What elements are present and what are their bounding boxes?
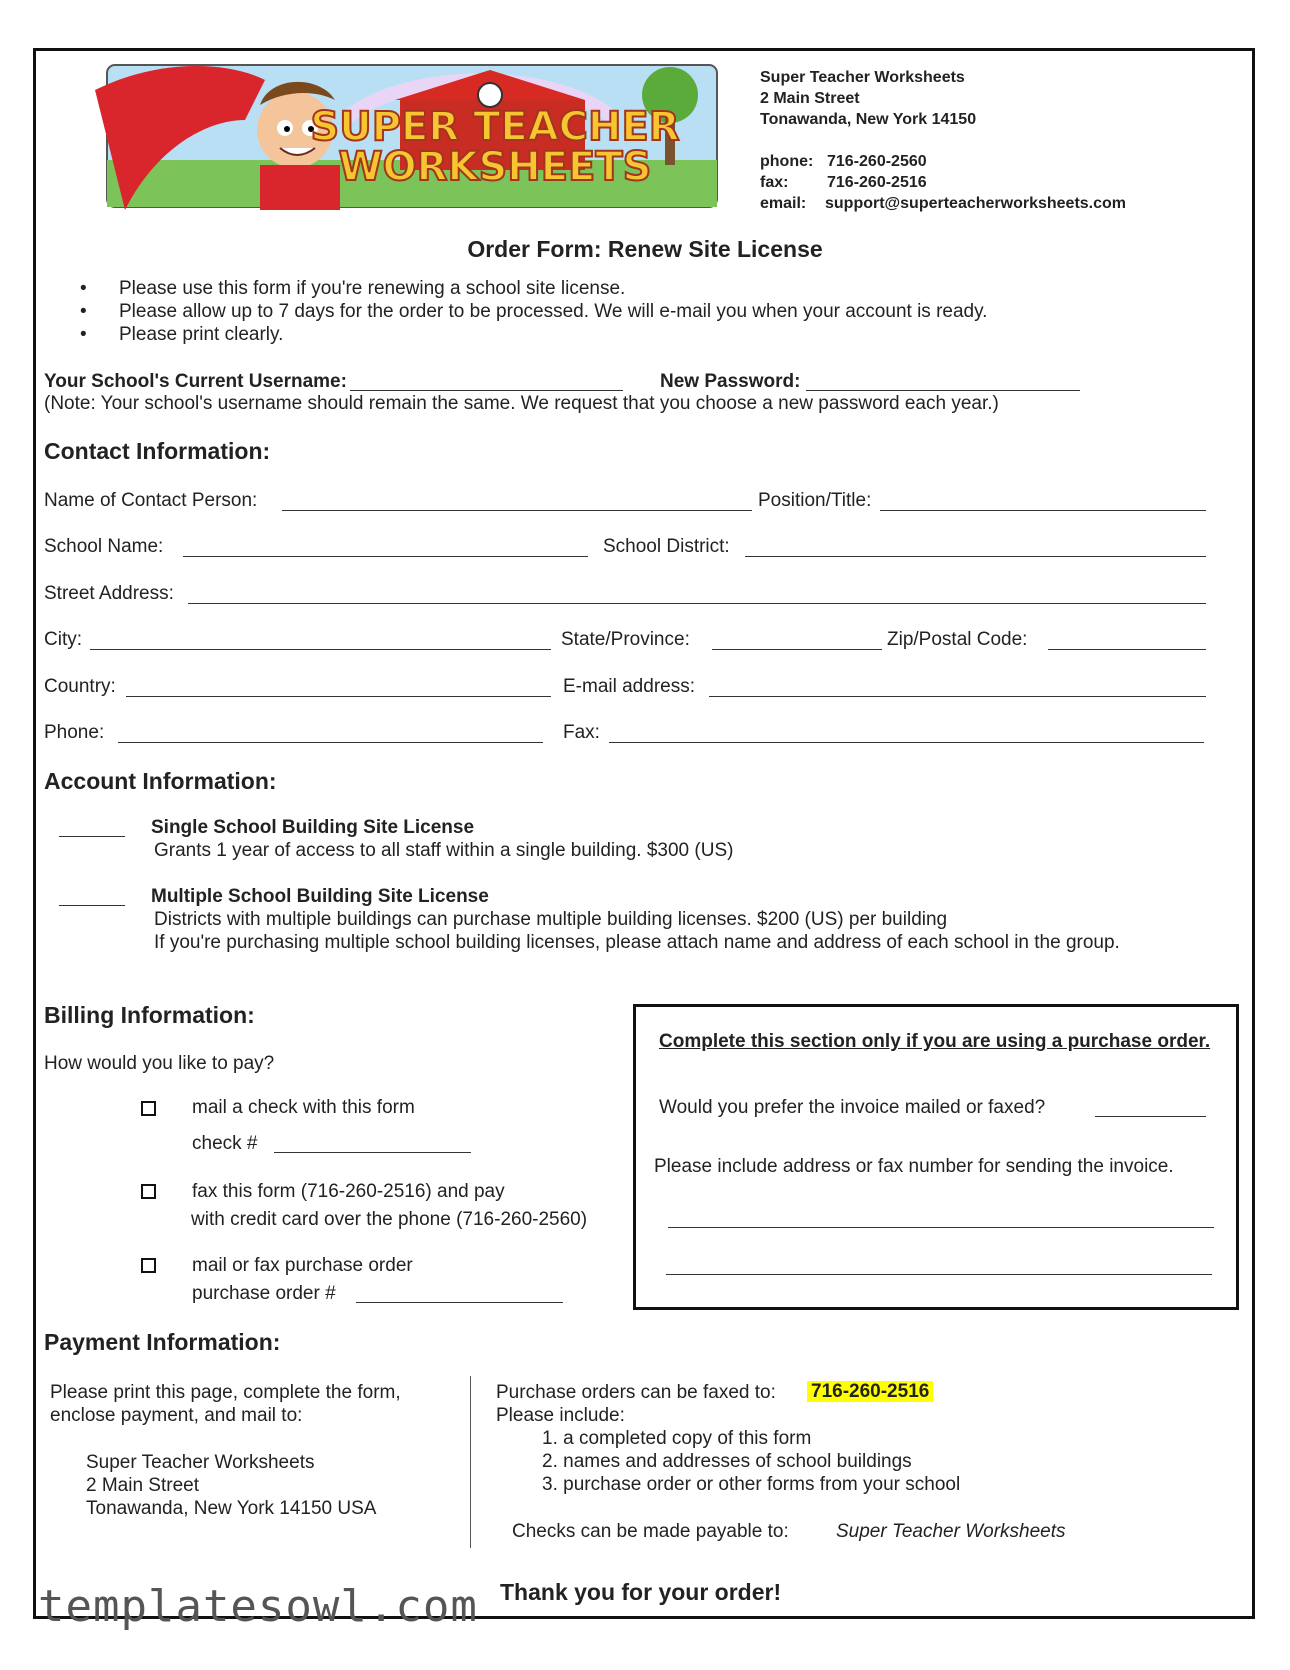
po-box-title: Complete this section only if you are using a purchase order. [659, 1031, 1211, 1052]
single-license-qty-field[interactable] [59, 836, 125, 837]
templatesowl-watermark: templatesowl.com [38, 1581, 478, 1632]
street-address-label: Street Address: [44, 583, 174, 604]
username-field[interactable] [350, 390, 623, 391]
invoice-delivery-field[interactable] [1095, 1116, 1206, 1117]
contact-email-label: E-mail address: [563, 676, 695, 697]
single-license-desc: Grants 1 year of access to all staff within a single building. $300 (US) [154, 840, 734, 861]
bullet-3: Please print clearly. [119, 324, 284, 345]
school-district-label: School District: [603, 536, 730, 557]
company-email: support@superteacherworksheets.com [825, 195, 1127, 212]
contact-email-field[interactable] [709, 696, 1206, 697]
payment-heading: Payment Information: [44, 1329, 281, 1355]
pay-by-po-checkbox[interactable] [141, 1258, 156, 1273]
pay-by-fax-label2: with credit card over the phone (716-260-2560) [191, 1209, 588, 1230]
fax-label: fax: [760, 174, 789, 191]
country-field[interactable] [126, 696, 551, 697]
multi-license-desc1: Districts with multiple buildings can purchase multiple building licenses. $200 (US) per building [154, 909, 948, 930]
zip-label: Zip/Postal Code: [887, 629, 1028, 650]
po-fax-label: Purchase orders can be faxed to: [496, 1382, 776, 1403]
logo-text-line1: SUPER TEACHER [310, 104, 680, 150]
username-label: Your School's Current Username: [44, 371, 347, 392]
single-license-title: Single School Building Site License [151, 817, 475, 838]
mail-instruction-line2: enclose payment, and mail to: [50, 1405, 303, 1426]
contact-heading: Contact Information: [44, 438, 271, 464]
contact-phone-field[interactable] [118, 742, 543, 743]
billing-heading: Billing Information: [44, 1002, 255, 1028]
po-fax-number-highlight: 716-260-2516 [807, 1381, 933, 1402]
mail-instruction-line1: Please print this page, complete the form, [50, 1382, 401, 1403]
invoice-address-instruction: Please include address or fax number for sending the invoice. [654, 1156, 1174, 1177]
form-title: Order Form: Renew Site License [467, 236, 823, 262]
check-number-field[interactable] [274, 1152, 471, 1153]
bullet-dot: • [80, 278, 87, 299]
contact-name-field[interactable] [282, 510, 752, 511]
po-number-label: purchase order # [192, 1283, 336, 1304]
check-number-label: check # [192, 1133, 258, 1154]
include-label: Please include: [496, 1405, 625, 1426]
country-label: Country: [44, 676, 116, 697]
bullet-1: Please use this form if you're renewing a school site license. [119, 278, 626, 299]
company-phone: 716-260-2560 [827, 153, 927, 170]
state-label: State/Province: [561, 629, 690, 650]
include-item-2: 2. names and addresses of school buildings [542, 1451, 912, 1472]
contact-fax-label: Fax: [563, 722, 600, 743]
multi-license-title: Multiple School Building Site License [151, 886, 489, 907]
phone-label: phone: [760, 153, 814, 170]
company-fax: 716-260-2516 [827, 174, 927, 191]
school-name-label: School Name: [44, 536, 164, 557]
email-label: email: [760, 195, 807, 212]
po-number-field[interactable] [356, 1302, 563, 1303]
password-label: New Password: [660, 371, 801, 392]
multi-license-desc2: If you're purchasing multiple school building licenses, please attach name and address of each school in the group. [154, 932, 1120, 953]
payment-divider [470, 1376, 471, 1548]
contact-phone-label: Phone: [44, 722, 105, 743]
thank-you-message: Thank you for your order! [500, 1579, 782, 1605]
company-name: Super Teacher Worksheets [760, 69, 965, 86]
pay-by-fax-checkbox[interactable] [141, 1184, 156, 1199]
password-field[interactable] [806, 390, 1080, 391]
credentials-note: (Note: Your school's username should remain the same. We request that you choose a new password each year.) [44, 393, 999, 414]
bullet-dot: • [80, 324, 87, 345]
bullet-dot: • [80, 301, 87, 322]
logo-text-line2: WORKSHEETS [338, 144, 652, 190]
zip-field[interactable] [1048, 649, 1206, 650]
contact-fax-field[interactable] [609, 742, 1204, 743]
company-city: Tonawanda, New York 14150 [760, 111, 977, 128]
pay-by-check-checkbox[interactable] [141, 1101, 156, 1116]
position-field[interactable] [880, 510, 1206, 511]
include-item-3: 3. purchase order or other forms from your school [542, 1474, 961, 1495]
pay-by-check-label: mail a check with this form [192, 1097, 415, 1118]
contact-name-label: Name of Contact Person: [44, 490, 258, 511]
invoice-address-field-2[interactable] [666, 1274, 1212, 1275]
bullet-2: Please allow up to 7 days for the order to be processed. We will e-mail you when your account is ready. [119, 301, 988, 322]
pay-by-fax-label1: fax this form (716-260-2516) and pay [192, 1181, 505, 1202]
school-district-field[interactable] [745, 556, 1206, 557]
multi-license-qty-field[interactable] [59, 905, 125, 906]
invoice-delivery-question: Would you prefer the invoice mailed or faxed? [659, 1097, 1046, 1118]
super-teacher-worksheets-logo [95, 60, 725, 215]
state-field[interactable] [712, 649, 882, 650]
mail-address-line1: Super Teacher Worksheets [86, 1452, 315, 1473]
school-name-field[interactable] [183, 556, 588, 557]
include-item-1: 1. a completed copy of this form [542, 1428, 812, 1449]
city-field[interactable] [90, 649, 551, 650]
checks-payee: Super Teacher Worksheets [836, 1521, 1066, 1542]
account-heading: Account Information: [44, 768, 277, 794]
billing-question: How would you like to pay? [44, 1053, 275, 1074]
mail-address-line2: 2 Main Street [86, 1475, 199, 1496]
street-address-field[interactable] [188, 603, 1206, 604]
checks-payable-label: Checks can be made payable to: [512, 1521, 789, 1542]
company-street: 2 Main Street [760, 90, 860, 107]
invoice-address-field-1[interactable] [668, 1227, 1214, 1228]
mail-address-line3: Tonawanda, New York 14150 USA [86, 1498, 377, 1519]
po-fax-number [807, 1380, 933, 1403]
pay-by-po-label: mail or fax purchase order [192, 1255, 413, 1276]
city-label: City: [44, 629, 82, 650]
position-label: Position/Title: [758, 490, 872, 511]
